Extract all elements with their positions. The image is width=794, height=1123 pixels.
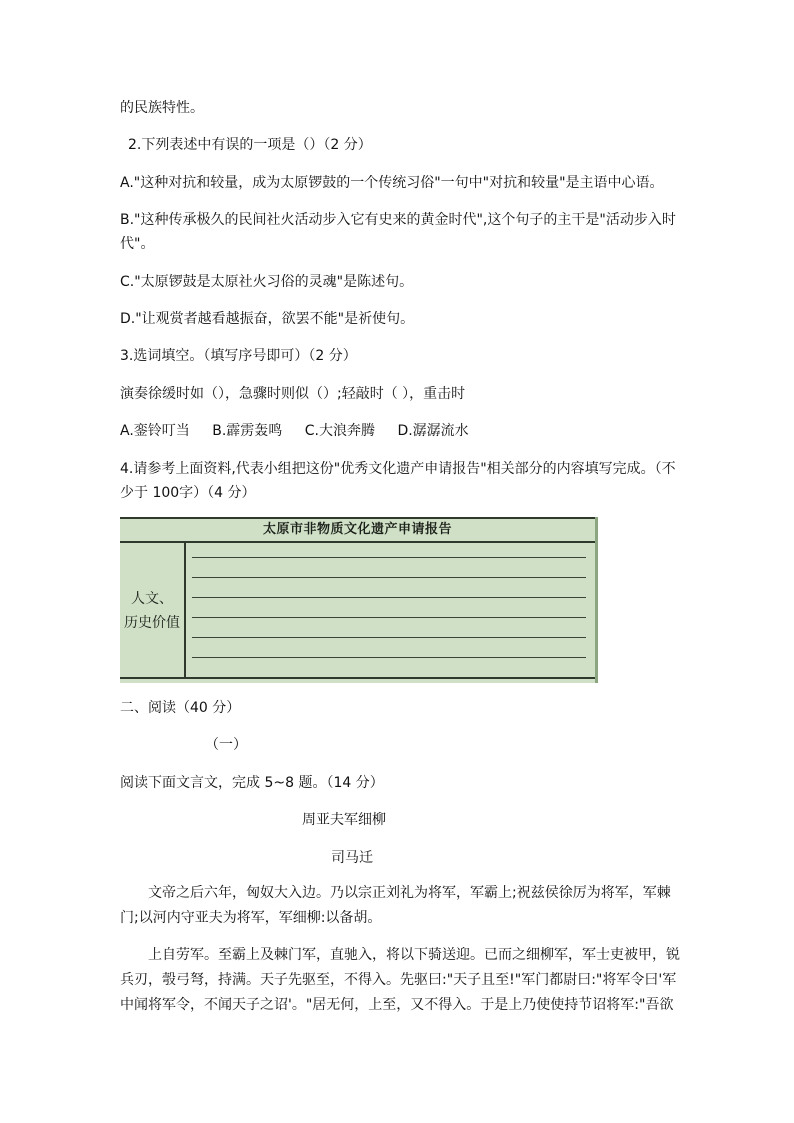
passage-paragraph-2: 上自劳军。至霸上及棘门军，直驰入，将以下骑送迎。已而之细柳军，军士吏被甲，锐兵刃，彀弓弩，持满。天子先驱至，不得入。先驱曰:"天子且至!"军门都尉曰:"将军令曰'军中闻将军令，不闻天子之诏'。"居无何，上至，又不得入。于是上乃使使持节诏将军:"吾欲 [120, 947, 680, 1013]
option-b: B."这种传承极久的民间社火活动步入它有史来的黄金时代",这个句子的主干是"活动步入时代"。 [120, 212, 676, 252]
text-line-continuation: 的民族特性。 [120, 100, 204, 116]
form-row-label [120, 543, 186, 679]
form-label-line-2: 历史价值 [124, 615, 180, 631]
subsection-heading: （一） [205, 737, 247, 753]
question-2: 2.下列表述中有误的一项是（）（2 分） [128, 137, 372, 153]
answer-line [192, 597, 586, 598]
application-form [120, 517, 598, 683]
passage-title: 周亚夫军细柳 [302, 812, 386, 828]
word-option-c: C.大浪奔腾 [304, 423, 375, 439]
answer-line [192, 657, 586, 658]
form-label-line-1: 人文、 [131, 591, 173, 607]
word-option-b: B.霹雳轰鸣 [212, 423, 283, 439]
answer-line [192, 617, 586, 618]
answer-line [192, 637, 586, 638]
option-a: A."这种对抗和较量，成为太原锣鼓的一个传统习俗"一句中"对抗和较量"是主语中心语。 [120, 175, 664, 191]
form-header: 太原市非物质文化遗产申请报告 [120, 517, 595, 543]
passage-paragraph-1: 文帝之后六年，匈奴大入边。乃以宗正刘礼为将军，军霸上;祝兹侯徐厉为将军，军棘门;以河内守亚夫为将军，军细柳:以备胡。 [120, 885, 671, 926]
answer-line [192, 557, 586, 558]
question-3-sentence: 演奏徐缓时如（），急骤时则似（）;轻敲时（ ），重击时 [120, 386, 466, 402]
answer-line [192, 577, 586, 578]
question-3: 3.选词填空。（填写序号即可）（2 分） [120, 348, 357, 364]
question-4: 4.请参考上面资料,代表小组把这份"优秀文化遗产申请报告"相关部分的内容填写完成。（不少于 100字）（4 分） [120, 461, 676, 501]
option-d: D."让观赏者越看越振奋，欲罢不能"是祈使句。 [120, 311, 415, 327]
question-3-options [120, 421, 469, 441]
passage-author: 司马迁 [331, 850, 373, 866]
word-option-a: A.銮铃叮当 [120, 423, 190, 439]
option-c: C."太原锣鼓是太原社火习俗的灵魂"是陈述句。 [120, 274, 414, 290]
form-bottom-border [120, 677, 595, 679]
word-option-d: D.潺潺流水 [397, 423, 469, 439]
section-2-heading: 二、阅读（40 分） [120, 700, 241, 716]
form-answer-area[interactable] [188, 543, 586, 679]
reading-instruction: 阅读下面文言文，完成 5~8 题。（14 分） [120, 775, 384, 791]
